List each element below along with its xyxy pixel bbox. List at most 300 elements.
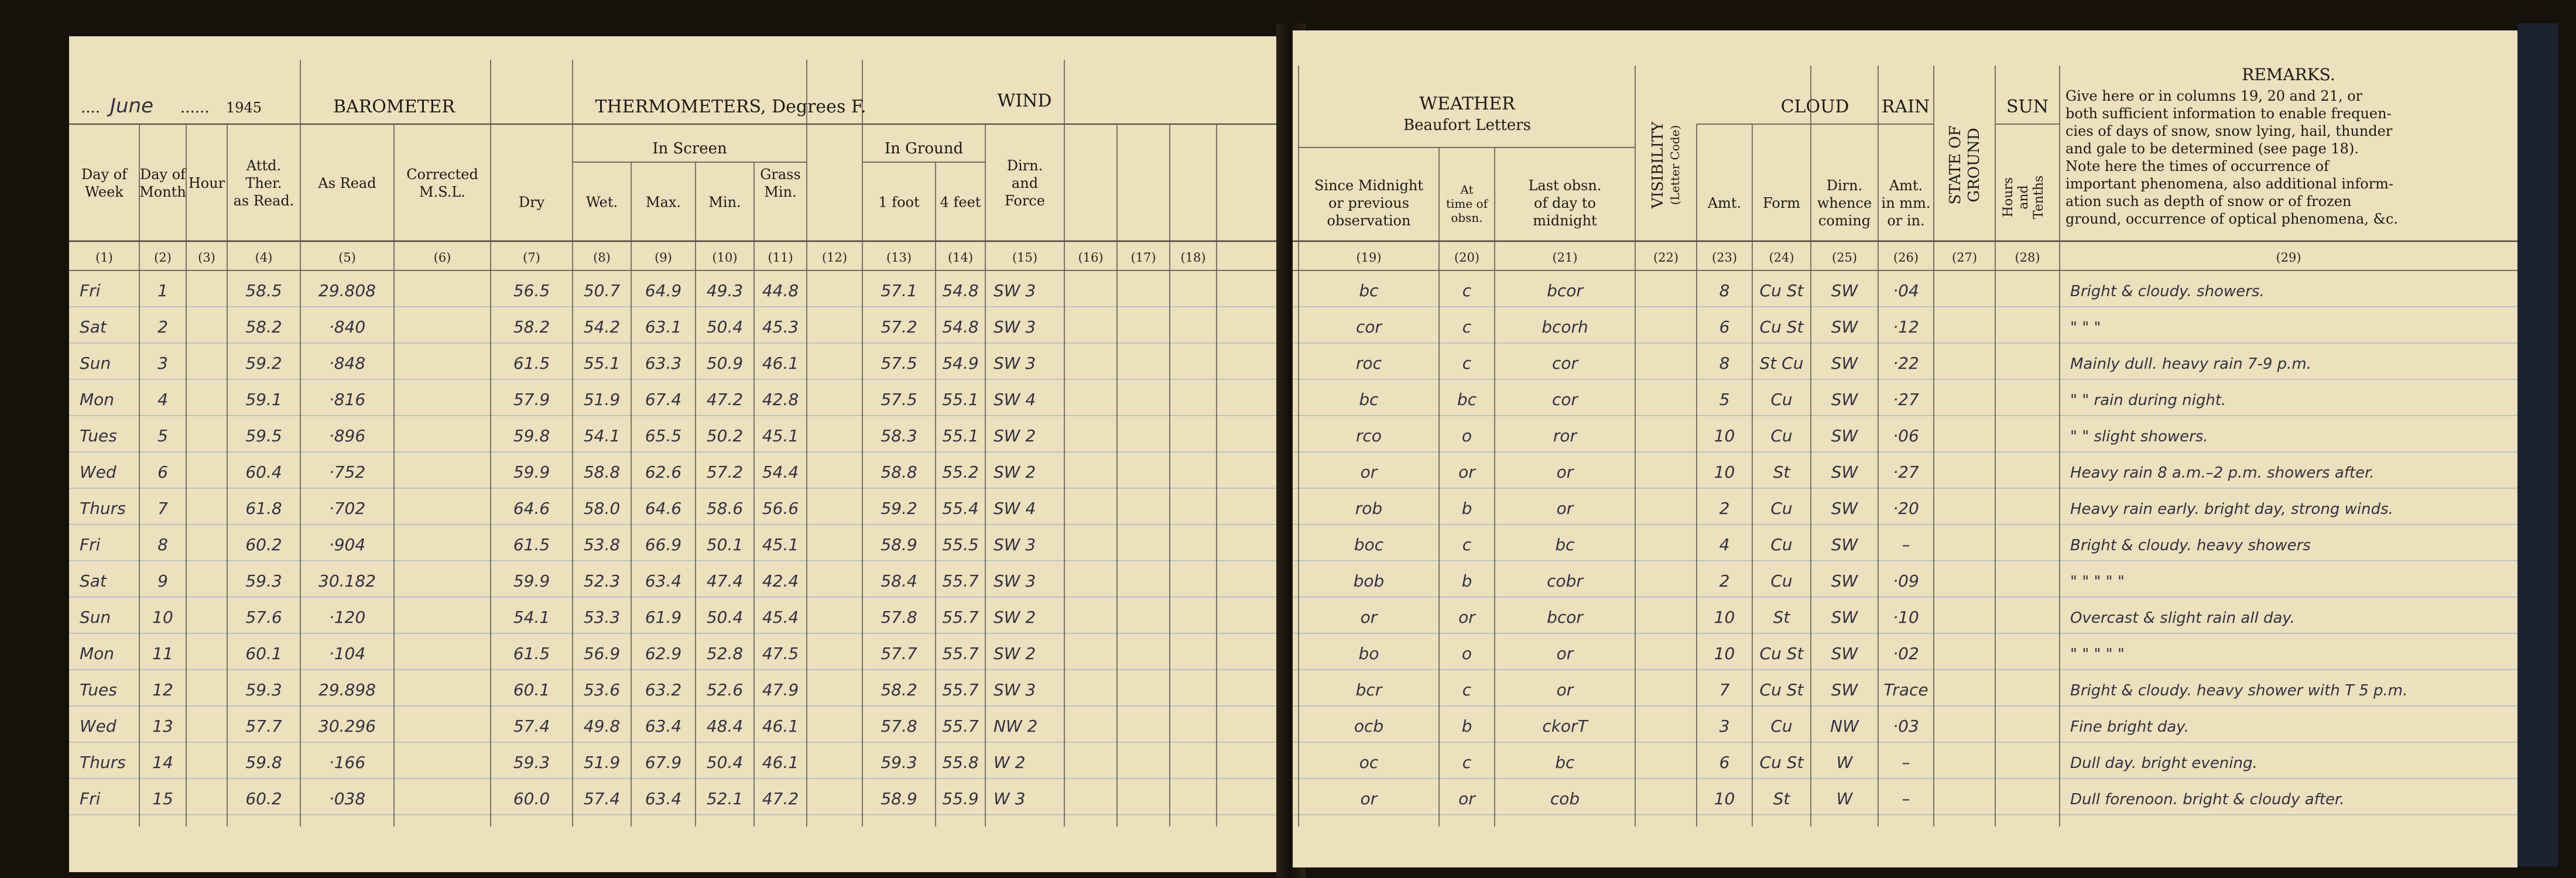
rain-heading: RAIN xyxy=(1881,97,1930,117)
cell-value: 51.9 xyxy=(583,753,621,772)
cell-value: SW xyxy=(1831,680,1858,699)
cell-value: rco xyxy=(1355,426,1382,445)
left-page xyxy=(69,36,1287,872)
column-number: (9) xyxy=(655,251,672,265)
cell-value: – xyxy=(1902,753,1910,772)
cell-value: oc xyxy=(1359,753,1379,772)
remarks-instruction: both sufficient information to enable frequen- xyxy=(2065,105,2392,122)
column-label: Form xyxy=(1762,195,1801,211)
column-label: time of xyxy=(1445,197,1488,211)
month-name: June xyxy=(110,94,154,118)
cell-value: cor xyxy=(1355,317,1382,337)
cell-value: Mon xyxy=(80,644,115,663)
right-register-grid xyxy=(1293,30,2517,867)
cell-value: 60.1 xyxy=(245,644,282,663)
cell-value: 42.4 xyxy=(762,571,799,591)
cell-value: 52.6 xyxy=(706,680,744,699)
column-number: (28) xyxy=(2015,251,2040,265)
cell-value: 62.6 xyxy=(645,462,682,482)
cell-value: Tues xyxy=(80,426,117,445)
cell-value: 59.8 xyxy=(245,753,282,772)
cell-value: ·10 xyxy=(1893,608,1919,627)
column-label: Month xyxy=(139,184,186,200)
cell-value: ckorT xyxy=(1542,716,1588,736)
cell-value: 57.2 xyxy=(706,462,744,482)
column-label: Day of xyxy=(81,166,128,183)
cell-value: 59.3 xyxy=(245,571,282,591)
column-label: Week xyxy=(85,184,124,200)
cell-value: 30.296 xyxy=(318,716,376,736)
cell-value: 15 xyxy=(152,789,173,808)
cell-value: SW 3 xyxy=(994,680,1036,699)
cell-value: SW 2 xyxy=(994,462,1036,482)
cell-value: Fri xyxy=(80,281,101,300)
cell-value: ·752 xyxy=(328,462,366,482)
cell-value: 60.4 xyxy=(245,462,282,482)
cell-value: b xyxy=(1461,571,1472,591)
cell-value: o xyxy=(1461,644,1472,663)
cell-value: 63.2 xyxy=(645,680,682,699)
cell-value: 10 xyxy=(1714,608,1735,627)
cell-value: 5 xyxy=(1719,390,1730,409)
remarks-instruction: important phenomena, also additional inform- xyxy=(2065,176,2394,192)
cell-value: 62.9 xyxy=(645,644,682,663)
cell-value: bc xyxy=(1457,390,1477,409)
cell-value: 30.182 xyxy=(318,571,376,591)
cell-value: 55.7 xyxy=(942,644,979,663)
remark-text: Bright & cloudy. heavy shower with T 5 p.m. xyxy=(2070,682,2408,699)
column-label: obsn. xyxy=(1451,211,1483,225)
cell-value: 63.4 xyxy=(645,789,682,808)
cell-value: 45.1 xyxy=(762,426,799,445)
cell-value: Mon xyxy=(80,390,115,409)
cell-value: ·27 xyxy=(1893,390,1919,409)
cell-value: 6 xyxy=(157,462,168,482)
cell-value: bcor xyxy=(1547,608,1583,627)
cell-value: 61.5 xyxy=(513,644,550,663)
cell-value: Thurs xyxy=(80,753,126,772)
right-page xyxy=(1293,30,2517,867)
cell-value: 64.6 xyxy=(513,499,550,518)
column-number: (2) xyxy=(154,251,172,265)
cell-value: Sat xyxy=(80,317,107,337)
column-label: 1 foot xyxy=(878,194,920,211)
cell-value: 52.8 xyxy=(706,644,744,663)
column-label: or previous xyxy=(1328,195,1410,211)
cell-value: 46.1 xyxy=(762,753,799,772)
cell-value: 10 xyxy=(1714,789,1735,808)
cell-value: SW 4 xyxy=(994,499,1036,518)
cell-value: bc xyxy=(1555,753,1575,772)
column-label: Tenths xyxy=(2032,175,2046,220)
column-label: of day to xyxy=(1534,195,1596,211)
cell-value: 61.5 xyxy=(513,535,550,554)
cell-value: Fri xyxy=(80,535,101,554)
cell-value: bcorh xyxy=(1542,317,1588,337)
column-label: Amt. xyxy=(1889,177,1923,194)
cell-value: 57.7 xyxy=(881,644,917,663)
cell-value: Cu xyxy=(1770,426,1793,445)
cell-value: 11 xyxy=(152,644,173,663)
column-label: Force xyxy=(1005,193,1045,209)
cell-value: Sat xyxy=(80,571,107,591)
cell-value: 47.2 xyxy=(706,390,744,409)
cell-value: 58.3 xyxy=(881,426,917,445)
cell-value: 29.808 xyxy=(318,281,376,300)
cell-value: SW xyxy=(1831,354,1858,373)
column-number: (22) xyxy=(1653,251,1679,265)
cell-value: 53.8 xyxy=(583,535,621,554)
column-number: (17) xyxy=(1131,251,1156,265)
cell-value: boc xyxy=(1354,535,1384,554)
cell-value: ·22 xyxy=(1893,354,1919,373)
cell-value: 54.9 xyxy=(942,354,979,373)
cell-value: ocb xyxy=(1354,716,1384,736)
cell-value: SW xyxy=(1831,499,1858,518)
ground-heading: GROUND xyxy=(1965,128,1983,203)
cell-value: Fri xyxy=(80,789,101,808)
cell-value: ror xyxy=(1553,426,1577,445)
cell-value: 58.5 xyxy=(245,281,282,300)
cell-value: 44.8 xyxy=(762,281,799,300)
cell-value: bc xyxy=(1359,390,1379,409)
cell-value: SW 3 xyxy=(994,281,1036,300)
cell-value: SW xyxy=(1831,644,1858,663)
cell-value: 58.2 xyxy=(881,680,917,699)
cell-value: 9 xyxy=(157,571,168,591)
cell-value: 55.1 xyxy=(583,354,621,373)
cell-value: 57.8 xyxy=(881,716,917,736)
cell-value: 48.4 xyxy=(706,716,744,736)
column-number: (14) xyxy=(947,251,974,265)
cell-value: o xyxy=(1461,426,1472,445)
cell-value: bc xyxy=(1555,535,1575,554)
cell-value: 53.6 xyxy=(583,680,621,699)
cell-value: SW xyxy=(1831,390,1858,409)
cell-value: 55.8 xyxy=(942,753,979,772)
column-label: 4 feet xyxy=(940,194,981,211)
cell-value: Cu xyxy=(1770,535,1793,554)
column-number: (20) xyxy=(1454,251,1480,265)
cell-value: 59.8 xyxy=(513,426,550,445)
column-number: (15) xyxy=(1012,251,1038,265)
cell-value: 49.3 xyxy=(706,281,744,300)
cell-value: 50.2 xyxy=(706,426,744,445)
cell-value: ·896 xyxy=(328,426,366,445)
column-number: (1) xyxy=(95,251,113,265)
cell-value: 55.7 xyxy=(942,608,979,627)
cell-value: 1 xyxy=(157,281,168,300)
remarks-instruction: cies of days of snow, snow lying, hail, thunder xyxy=(2065,123,2393,139)
cell-value: 8 xyxy=(1719,281,1730,300)
cell-value: 47.2 xyxy=(762,789,799,808)
cell-value: SW 3 xyxy=(994,317,1036,337)
remark-text: Heavy rain early. bright day, strong winds. xyxy=(2070,500,2393,518)
barometer-heading: BAROMETER xyxy=(333,97,455,117)
cell-value: 56.5 xyxy=(513,281,550,300)
cell-value: 58.2 xyxy=(245,317,282,337)
cell-value: 50.4 xyxy=(706,753,744,772)
cell-value: 7 xyxy=(157,499,168,518)
cell-value: SW 2 xyxy=(994,644,1036,663)
cell-value: St Cu xyxy=(1759,354,1804,373)
cloud-heading: CLOUD xyxy=(1780,97,1849,117)
cell-value: 14 xyxy=(152,753,173,772)
cell-value: 57.5 xyxy=(881,354,917,373)
cell-value: SW xyxy=(1831,317,1858,337)
cell-value: c xyxy=(1462,680,1472,699)
cell-value: 65.5 xyxy=(645,426,682,445)
column-label: Max. xyxy=(645,194,681,211)
cell-value: c xyxy=(1462,753,1472,772)
cell-value: 54.8 xyxy=(942,281,979,300)
cell-value: 51.9 xyxy=(583,390,621,409)
cell-value: cob xyxy=(1550,789,1580,808)
in-ground-heading: In Ground xyxy=(884,140,964,157)
column-label: Grass xyxy=(760,166,801,183)
cell-value: 47.5 xyxy=(762,644,799,663)
remarks-instruction: ground, occurrence of optical phenomena, &c. xyxy=(2065,211,2398,227)
column-label: M.S.L. xyxy=(419,184,465,200)
cell-value: or xyxy=(1556,644,1574,663)
cell-value: – xyxy=(1902,789,1910,808)
cell-value: Sun xyxy=(80,608,111,627)
cell-value: 45.4 xyxy=(762,608,799,627)
column-number: (16) xyxy=(1078,251,1104,265)
cell-value: 49.8 xyxy=(583,716,621,736)
cell-value: 59.3 xyxy=(513,753,550,772)
cell-value: 57.7 xyxy=(245,716,282,736)
cell-value: 54.2 xyxy=(583,317,621,337)
column-label: Since Midnight xyxy=(1314,177,1424,194)
column-number: (19) xyxy=(1356,251,1382,265)
column-number: (29) xyxy=(2276,251,2301,265)
cell-value: ·840 xyxy=(328,317,366,337)
column-label: whence xyxy=(1817,195,1872,211)
cell-value: NW xyxy=(1830,716,1859,736)
cell-value: 45.3 xyxy=(762,317,799,337)
cell-value: or xyxy=(1360,789,1378,808)
cell-value: ·104 xyxy=(328,644,366,663)
column-label: Attd. xyxy=(246,157,282,174)
column-number: (18) xyxy=(1180,251,1206,265)
cell-value: 60.0 xyxy=(513,789,550,808)
cell-value: ·848 xyxy=(328,354,366,373)
thermometers-heading: THERMOMETERS, Degrees F. xyxy=(595,97,866,117)
cell-value: 56.6 xyxy=(762,499,799,518)
column-label: Hours xyxy=(2001,177,2016,218)
cell-value: Sun xyxy=(80,354,111,373)
cell-value: W xyxy=(1836,753,1853,772)
remark-text: " " slight showers. xyxy=(2070,428,2208,445)
cell-value: Thurs xyxy=(80,499,126,518)
column-label: or in. xyxy=(1887,212,1925,229)
visibility-heading: VISIBILITY xyxy=(1649,121,1667,209)
cell-value: cor xyxy=(1551,354,1578,373)
cell-value: 3 xyxy=(157,354,168,373)
cell-value: 57.5 xyxy=(881,390,917,409)
cell-value: 58.9 xyxy=(881,789,917,808)
cell-value: 63.3 xyxy=(645,354,682,373)
cell-value: 59.3 xyxy=(245,680,282,699)
cell-value: 5 xyxy=(157,426,168,445)
cell-value: 60.2 xyxy=(245,789,282,808)
sun-heading: SUN xyxy=(2006,97,2049,117)
cell-value: – xyxy=(1902,535,1910,554)
month-dots: ...... xyxy=(180,99,210,116)
cell-value: ·04 xyxy=(1893,281,1919,300)
cell-value: NW 2 xyxy=(994,716,1038,736)
cell-value: 60.2 xyxy=(245,535,282,554)
cell-value: 55.7 xyxy=(942,680,979,699)
cell-value: ·02 xyxy=(1893,644,1919,663)
column-label: Dry xyxy=(518,194,545,211)
cell-value: Cu xyxy=(1770,716,1793,736)
column-label: As Read xyxy=(318,175,376,191)
cell-value: St xyxy=(1773,789,1790,808)
column-number: (26) xyxy=(1893,251,1919,265)
column-number: (8) xyxy=(593,251,611,265)
cell-value: c xyxy=(1462,535,1472,554)
remarks-instruction: Give here or in columns 19, 20 and 21, or xyxy=(2065,88,2363,104)
cell-value: 47.9 xyxy=(762,680,799,699)
cell-value: 6 xyxy=(1719,317,1730,337)
cell-value: Trace xyxy=(1883,680,1928,699)
cell-value: bo xyxy=(1358,644,1379,663)
cell-value: 50.4 xyxy=(706,317,744,337)
cell-value: Cu xyxy=(1770,499,1793,518)
cell-value: 59.5 xyxy=(245,426,282,445)
column-number: (27) xyxy=(1951,251,1978,265)
cell-value: 50.1 xyxy=(706,535,744,554)
cell-value: 7 xyxy=(1719,680,1730,699)
cell-value: 61.8 xyxy=(245,499,282,518)
cell-value: 53.3 xyxy=(583,608,621,627)
cell-value: b xyxy=(1461,716,1472,736)
state-heading: STATE OF xyxy=(1947,125,1964,205)
cell-value: 58.0 xyxy=(583,499,621,518)
cell-value: 46.1 xyxy=(762,354,799,373)
cell-value: Cu St xyxy=(1759,644,1804,663)
column-label: Amt. xyxy=(1707,195,1742,211)
cell-value: SW xyxy=(1831,281,1858,300)
cell-value: 67.4 xyxy=(645,390,682,409)
cell-value: 63.4 xyxy=(645,716,682,736)
weather-subheading: Beaufort Letters xyxy=(1403,116,1531,134)
cell-value: 58.4 xyxy=(881,571,917,591)
cell-value: St xyxy=(1773,462,1790,482)
column-label: Corrected xyxy=(406,166,478,183)
remark-text: " " " " " xyxy=(2070,646,2125,663)
column-label: Last obsn. xyxy=(1528,177,1602,194)
cell-value: 57.1 xyxy=(881,281,917,300)
column-label: At xyxy=(1460,183,1474,197)
column-number: (3) xyxy=(198,251,215,265)
column-number: (25) xyxy=(1831,251,1858,265)
cell-value: W 2 xyxy=(994,753,1026,772)
wind-heading: WIND xyxy=(997,91,1052,111)
cell-value: 58.8 xyxy=(583,462,621,482)
cell-value: c xyxy=(1462,281,1472,300)
remarks-instruction: ation such as depth of snow or of frozen xyxy=(2065,193,2352,210)
cell-value: 58.6 xyxy=(706,499,744,518)
cell-value: 12 xyxy=(152,680,173,699)
cell-value: Tues xyxy=(80,680,117,699)
cell-value: SW 3 xyxy=(994,535,1036,554)
column-label: Dirn. xyxy=(1006,157,1043,174)
cell-value: 2 xyxy=(1719,571,1730,591)
cell-value: 60.1 xyxy=(513,680,550,699)
cell-value: ·120 xyxy=(328,608,366,627)
cell-value: Cu St xyxy=(1759,753,1804,772)
cell-value: 2 xyxy=(157,317,168,337)
cell-value: or xyxy=(1458,789,1475,808)
column-number: (12) xyxy=(821,251,848,265)
cell-value: or xyxy=(1556,680,1574,699)
remark-text: Bright & cloudy. showers. xyxy=(2070,283,2265,300)
column-number: (13) xyxy=(886,251,912,265)
cell-value: or xyxy=(1556,462,1574,482)
year-label: 1945 xyxy=(226,100,262,116)
cell-value: 55.5 xyxy=(942,535,979,554)
cell-value: SW xyxy=(1831,462,1858,482)
cell-value: 57.6 xyxy=(245,608,282,627)
column-label: Dirn. xyxy=(1826,177,1863,194)
cell-value: 55.7 xyxy=(942,571,979,591)
cell-value: 10 xyxy=(1714,462,1735,482)
column-number: (4) xyxy=(255,251,273,265)
cell-value: ·166 xyxy=(328,753,366,772)
column-label: coming xyxy=(1818,212,1871,229)
cell-value: 63.1 xyxy=(645,317,682,337)
cell-value: 55.1 xyxy=(942,426,979,445)
cell-value: c xyxy=(1462,317,1472,337)
column-label: Min. xyxy=(708,194,741,211)
cell-value: 66.9 xyxy=(645,535,682,554)
cell-value: bob xyxy=(1353,571,1385,591)
cell-value: or xyxy=(1360,462,1378,482)
cell-value: bcr xyxy=(1355,680,1382,699)
column-label: midnight xyxy=(1533,212,1597,229)
cell-value: 55.7 xyxy=(942,716,979,736)
cell-value: or xyxy=(1556,499,1574,518)
cell-value: Cu St xyxy=(1759,281,1804,300)
column-label: Min. xyxy=(764,184,797,200)
cell-value: ·06 xyxy=(1893,426,1919,445)
cell-value: 57.4 xyxy=(583,789,621,808)
remark-text: Bright & cloudy. heavy showers xyxy=(2070,537,2311,554)
cell-value: ·27 xyxy=(1893,462,1919,482)
cell-value: 50.4 xyxy=(706,608,744,627)
cell-value: 56.9 xyxy=(583,644,621,663)
cell-value: SW 3 xyxy=(994,571,1036,591)
cell-value: ·702 xyxy=(328,499,366,518)
cell-value: 8 xyxy=(157,535,168,554)
cell-value: 46.1 xyxy=(762,716,799,736)
remarks-instruction: Note here the times of occurrence of xyxy=(2065,158,2330,174)
cell-value: 29.898 xyxy=(318,680,376,699)
column-number: (23) xyxy=(1711,251,1738,265)
cell-value: ·038 xyxy=(328,789,366,808)
cell-value: 6 xyxy=(1719,753,1730,772)
remark-text: Fine bright day. xyxy=(2070,718,2189,736)
cell-value: W 3 xyxy=(994,789,1026,808)
cell-value: St xyxy=(1773,608,1790,627)
cell-value: 61.9 xyxy=(645,608,682,627)
cell-value: SW xyxy=(1831,426,1858,445)
cell-value: 55.9 xyxy=(942,789,979,808)
cell-value: 55.2 xyxy=(942,462,979,482)
